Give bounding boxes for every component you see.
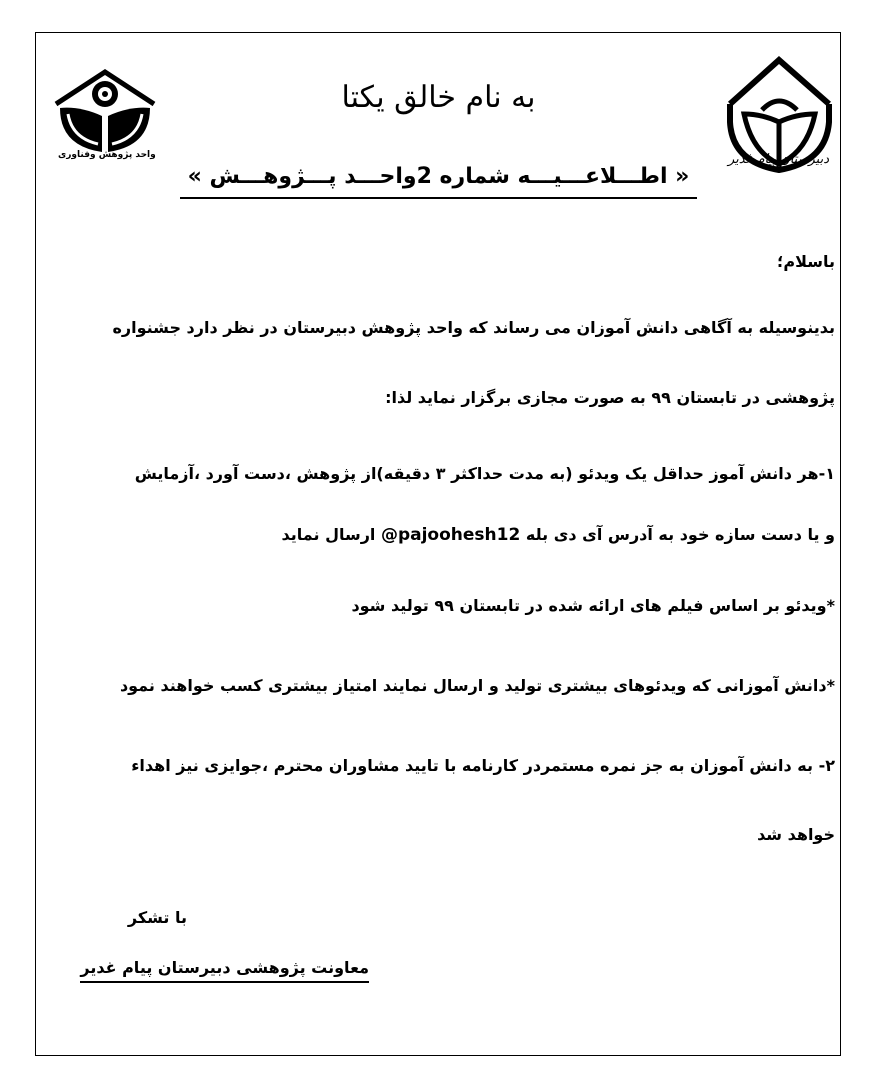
item-1-line-2-pre: و یا دست سازه خود به آدرس آی دی بله bbox=[525, 525, 835, 544]
signature-office-text: معاونت پژوهشی دبیرستان پیام غدیر bbox=[80, 958, 369, 983]
research-unit-caption: واحد پژوهش وفناوری bbox=[58, 150, 156, 160]
item-2-line-2: خواهد شد bbox=[757, 825, 835, 844]
signature-thanks: با تشکر bbox=[127, 908, 187, 927]
greeting: باسلام؛ bbox=[776, 252, 835, 271]
note-2: *دانش آموزانی که ویدئوهای بیشتری تولید و ارسال نمایند امتیاز بیشتری کسب خواهند نمود bbox=[119, 676, 835, 695]
item-2-line-1: ۲- به دانش آموزان به جز نمره مستمردر کارنامه با تایید مشاوران محترم ،جوایزی نیز اهداء bbox=[131, 756, 835, 775]
paragraph-1-line-2: پژوهشی در تابستان ۹۹ به صورت مجازی برگزار نماید لذا: bbox=[385, 388, 835, 407]
item-1-line-2 bbox=[282, 525, 836, 545]
note-1: *ویدئو بر اساس فیلم های ارائه شده در تابستان ۹۹ تولید شود bbox=[351, 596, 835, 615]
item-1-line-2-post: ارسال نماید bbox=[281, 525, 376, 544]
signature-office bbox=[80, 958, 369, 977]
school-logo-caption: دبیرستان پیام غدیر bbox=[727, 152, 829, 167]
announcement-title bbox=[0, 164, 877, 189]
item-1-line-1: ۱-هر دانش آموز حداقل یک ویدئو (به مدت حداکثر ۳ دقیقه)از پژوهش ،دست آورد ،آزمایش bbox=[134, 464, 835, 483]
paragraph-1-line-1: بدینوسیله به آگاهی دانش آموزان می رساند که واحد پژوهش دبیرستان در نظر دارد جشنواره bbox=[112, 318, 835, 337]
basmala-heading: به نام خالق یکتا bbox=[341, 80, 536, 115]
bale-id-handle: @pajoohesh12 bbox=[380, 525, 521, 545]
announcement-title-text: « اطـــلاعـــیـــه شماره 2واحـــد پـــژوهـــش » bbox=[180, 164, 698, 199]
